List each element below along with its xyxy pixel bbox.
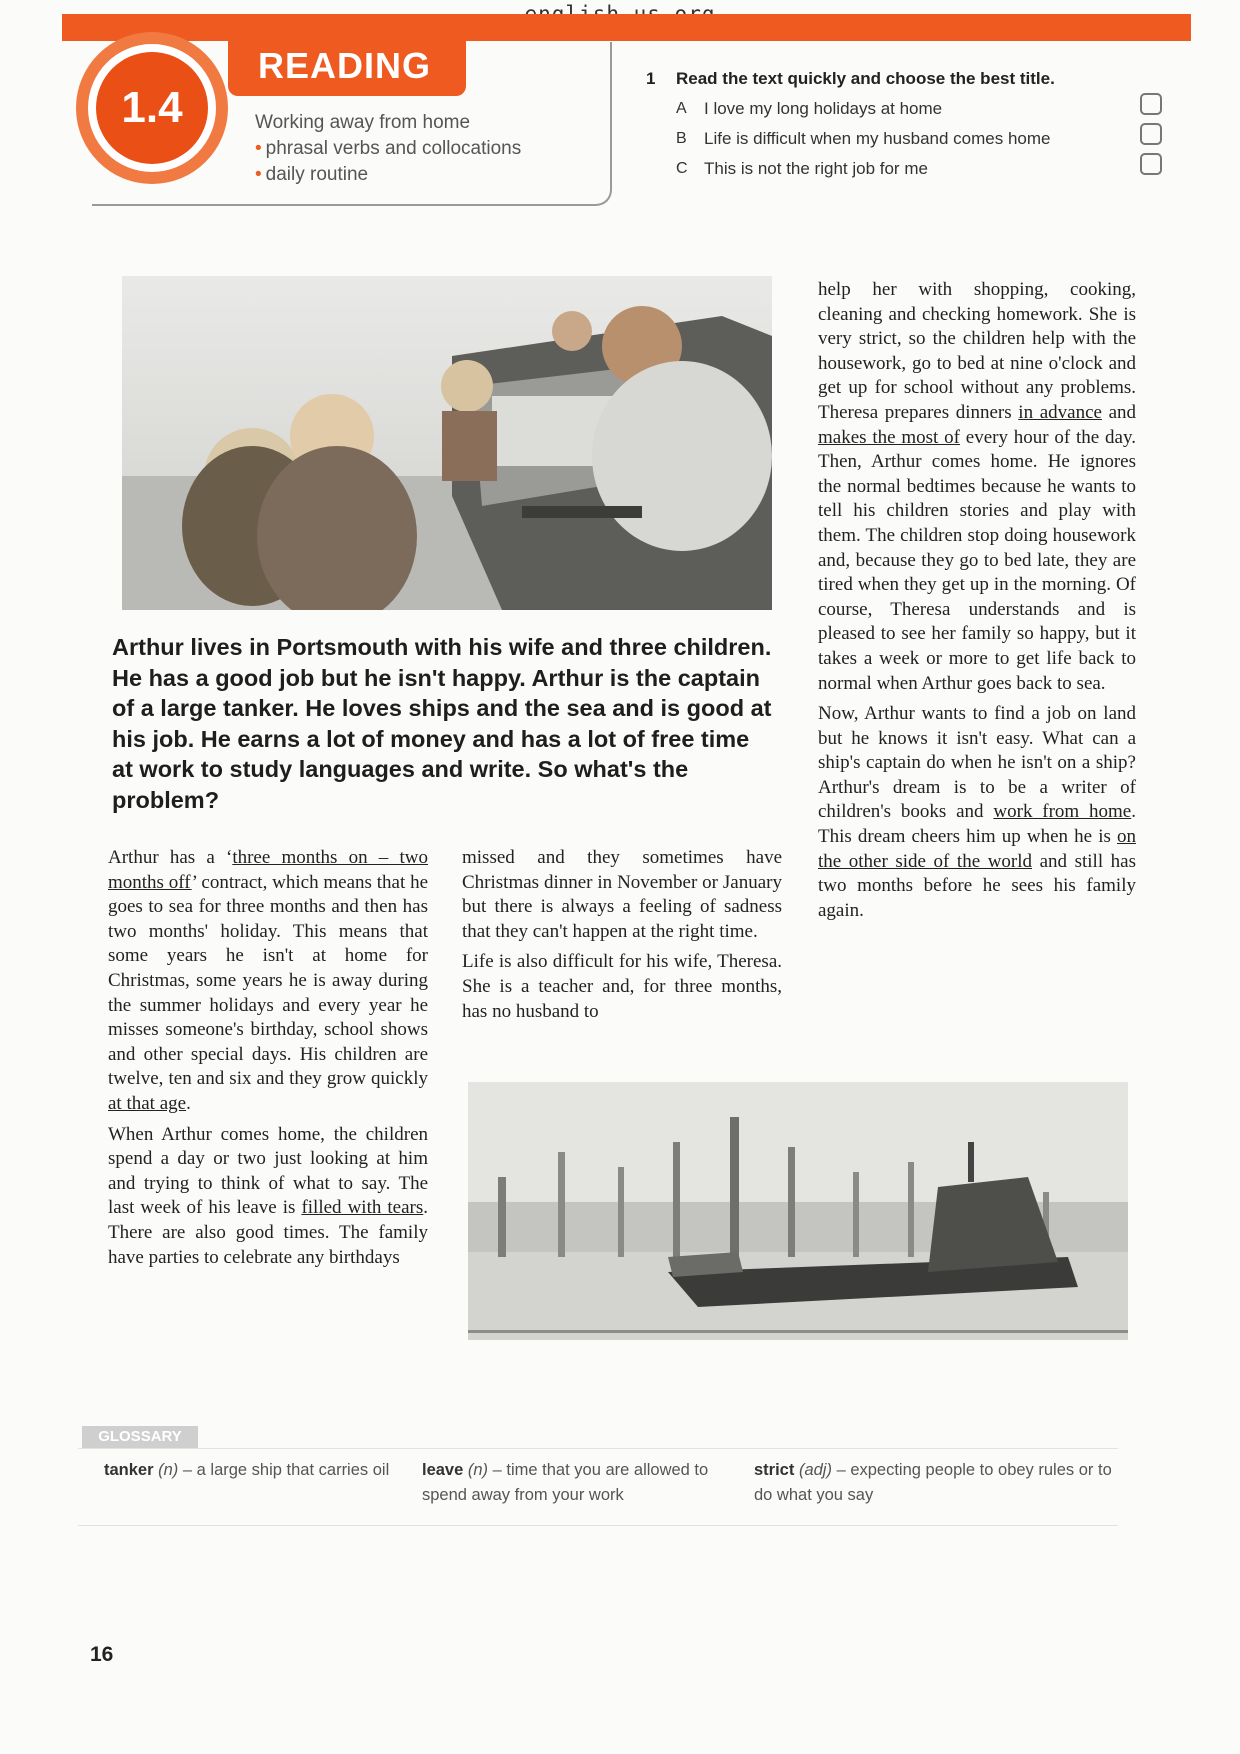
glossary-word: strict xyxy=(754,1461,795,1479)
underlined-phrase: filled with tears xyxy=(301,1197,424,1219)
glossary-word: tanker xyxy=(104,1461,154,1479)
paragraph: missed and they sometimes have Christmas dinner in November or January but there is always a feeling of sadness that they can't happen at the right time. xyxy=(462,847,782,942)
glossary-label: GLOSSARY xyxy=(82,1426,198,1448)
glossary-entry xyxy=(754,1458,1124,1508)
underlined-phrase: three months on – two months off xyxy=(108,847,428,893)
text-run: Now, Arthur wants to find a job on land but he knows it isn't easy. What can a ship's captain do when he isn't on a ship? Arthur's dream is to be a writer of children's books and xyxy=(818,703,1136,823)
option-b-checkbox[interactable] xyxy=(1140,123,1162,145)
option-letter: C xyxy=(676,160,688,177)
intro-paragraph: Arthur lives in Portsmouth with his wife and three children. He has a good job but he isn't happy. Arthur is the captain of a large tanker. He loves ships and the sea and is good at his job. He earns a lot of money and has a lot of free time at work to study languages and write. So what's the problem? xyxy=(112,634,772,813)
text-run: When Arthur comes home, the children spend a day or two just looking at him and trying to think of what to say. The last week of his leave is xyxy=(108,1123,428,1219)
glossary-definition: – time that you are allowed to spend away from your work xyxy=(422,1461,709,1504)
task-instruction: Read the text quickly and choose the best title. xyxy=(676,69,1055,88)
tanker-ship-photo xyxy=(468,1082,1128,1340)
glossary-pos: (n) xyxy=(158,1461,179,1479)
glossary-entry xyxy=(104,1458,404,1483)
option-a-checkbox[interactable] xyxy=(1140,93,1162,115)
text-run: and xyxy=(1101,401,1136,423)
paragraph xyxy=(108,1123,428,1271)
page-number: 16 xyxy=(90,1643,114,1666)
underlined-phrase: on the other side of the world xyxy=(818,826,1136,872)
bullet-text: phrasal verbs and collocations xyxy=(265,138,522,159)
option-text: Life is difficult when my husband comes home xyxy=(704,129,1051,148)
paragraph xyxy=(108,846,428,1117)
underlined-phrase: makes the most of xyxy=(818,426,960,448)
task-number: 1 xyxy=(646,69,656,88)
article-column-1 xyxy=(108,846,428,1276)
bullet-item: • phrasal verbs and collocations xyxy=(255,138,522,159)
option-c-checkbox[interactable] xyxy=(1140,153,1162,175)
underlined-phrase: at that age xyxy=(108,1092,187,1114)
article-column-2 xyxy=(462,846,782,1030)
underlined-phrase: work from home xyxy=(993,801,1132,823)
option-letter: B xyxy=(676,130,687,147)
text-run: and still has two months before he sees his family again. xyxy=(818,850,1136,921)
bullet-item: • daily routine xyxy=(255,164,369,185)
glossary-entry xyxy=(422,1458,732,1508)
text-run: . This dream cheers him up when he is xyxy=(818,801,1136,848)
bullet-text: daily routine xyxy=(265,164,369,185)
option-letter: A xyxy=(676,100,687,117)
glossary-definition: – expecting people to obey rules or to do what you say xyxy=(754,1461,1112,1504)
section-label: READING xyxy=(228,36,466,96)
option-text: This is not the right job for me xyxy=(704,159,928,178)
section-number: 1.4 xyxy=(96,52,208,164)
text-run: . xyxy=(186,1092,191,1114)
text-run: Arthur has a ‘ xyxy=(108,847,233,868)
paragraph: Life is also difficult for his wife, Theresa. She is a teacher and, for three months, has no husband to xyxy=(462,951,782,1022)
option-text: I love my long holidays at home xyxy=(704,99,943,118)
text-run: ’ contract, which means that he goes to sea for three months and then has two months' holiday. This means that some years he isn't at home for Christmas, some years he is away during the summer holidays and every year he misses someone's birthday, school shows and other special days. His children are twelve, ten and six and they grow quickly xyxy=(108,871,429,1090)
text-run: help her with shopping, cooking, cleaning and checking homework. She is very strict, so the children help with the housework, go to bed at nine o'clock and get up for school without any problems. Theresa prepares dinners xyxy=(818,279,1136,423)
topic-title: Working away from home xyxy=(255,112,471,133)
glossary-definition: – a large ship that carries oil xyxy=(182,1461,390,1479)
glossary-word: leave xyxy=(422,1461,464,1479)
family-on-boat-photo xyxy=(122,276,772,610)
text-run: every hour of the day. Then, Arthur comes home. He ignores the normal bedtimes because he wants to tell his children stories and play with them. The children stop doing housework and, because they go to bed late, they are tired when they get up in the morning. Of course, Theresa understands and is pleased to see her family so happy, but it takes a week or more to get life back to normal when Arthur goes back to sea. xyxy=(818,426,1136,694)
paragraph xyxy=(818,278,1136,696)
underlined-phrase: in advance xyxy=(1018,401,1102,423)
glossary-pos: (adj) xyxy=(798,1461,832,1479)
glossary-pos: (n) xyxy=(467,1461,489,1479)
article-column-3 xyxy=(818,278,1136,929)
paragraph xyxy=(818,702,1136,923)
text-run: . There are also good times. The family have parties to celebrate any birthdays xyxy=(108,1197,428,1268)
